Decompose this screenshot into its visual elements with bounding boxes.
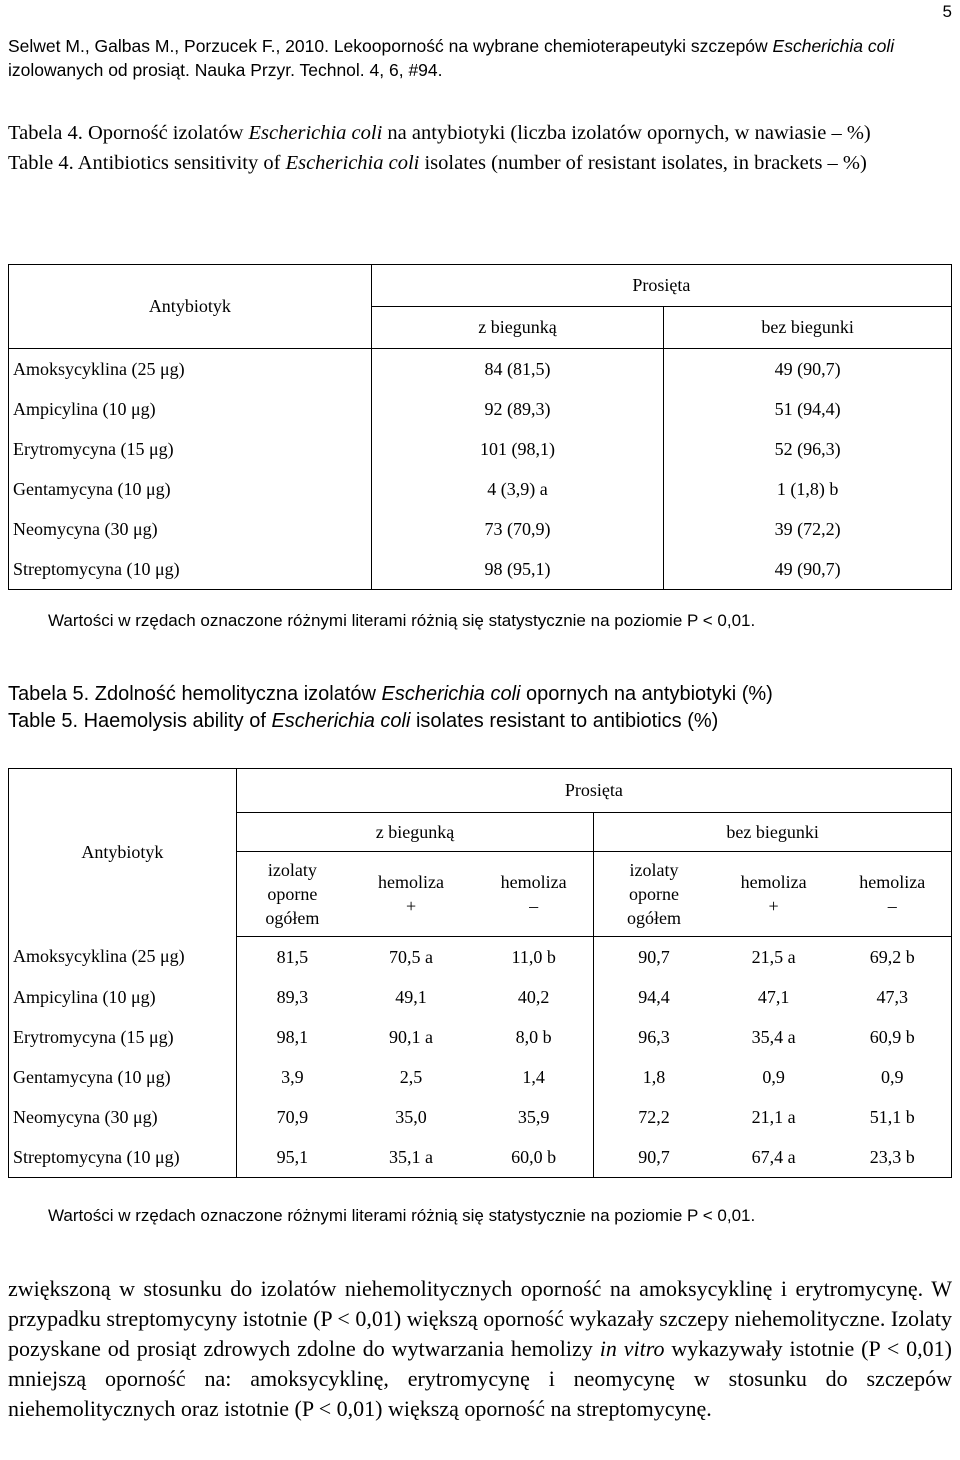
t5-cell-value: 96,3 [638, 1026, 670, 1047]
table-row [9, 509, 952, 549]
table4-caption-pl: Tabela 4. Oporność izolatów Escherichia coli na antybiotyki (liczba izolatów opornych, w nawiasie – %) [8, 122, 871, 144]
t5-cell-value: 72,2 [638, 1106, 670, 1127]
table4-caption [8, 118, 954, 178]
t4-cell-b: 51 (94,4) [774, 398, 841, 419]
t5-cell-value: 70,9 [276, 1106, 309, 1127]
t4-cell-b: 49 (90,7) [774, 558, 841, 579]
t5-header-b: bez biegunki [726, 821, 819, 842]
t4-cell-b: 49 (90,7) [774, 358, 841, 379]
t5-cell-value: 23,3 b [869, 1146, 915, 1167]
t5-cell-value: 47,1 [757, 986, 790, 1007]
table-row [9, 349, 952, 390]
t5-cell-value: 51,1 b [869, 1106, 915, 1127]
t5-cell-value: 21,5 a [751, 946, 796, 967]
table-row [9, 1017, 952, 1057]
t4-header-group: Prosięta [371, 265, 951, 307]
t4-header-a: z biegunką [371, 307, 664, 349]
t5-cell-value: 95,1 [276, 1146, 309, 1167]
page-number: 5 [942, 2, 952, 21]
t4-cell-antibiotic: Neomycyna (30 μg) [9, 509, 372, 549]
t5-cell-value: 0,9 [881, 1066, 904, 1087]
t4-cell-a: 4 (3,9) a [371, 469, 664, 509]
t4-header-b: bez biegunki [664, 307, 952, 349]
table-row [9, 937, 952, 978]
t5-cell-value: 35,4 a [751, 1026, 796, 1047]
t4-cell-b: 39 (72,2) [774, 518, 841, 539]
t4-cell-antibiotic: Erytromycyna (15 μg) [9, 429, 372, 469]
t5-cell-antibiotic: Amoksycyklina (25 μg) [9, 937, 237, 978]
table-row [9, 1137, 952, 1178]
t5-cell-value: 35,1 a [389, 1146, 434, 1167]
t5-cell-value: 60,9 b [869, 1026, 915, 1047]
t5-cell-value: 90,7 [638, 946, 670, 967]
t5-cell-value: 21,1 a [751, 1106, 796, 1127]
header-line-2: izolowanych od prosiąt. Nauka Przyr. Technol. 4, 6, #94. [8, 60, 443, 80]
table5-caption [8, 681, 954, 735]
table-row [9, 549, 952, 590]
table-row [9, 977, 952, 1017]
table-row [9, 469, 952, 509]
t5-cell-value: 90,1 a [389, 1026, 434, 1047]
t5-sub-neg-a: hemoliza – [474, 852, 594, 937]
t5-sub-pos-b: hemoliza + [714, 852, 834, 937]
t5-cell-value: 35,0 [395, 1106, 427, 1127]
table5-note: Wartości w rzędach oznaczone różnymi literami różnią się statystycznie na poziomie P < 0,01. [48, 1206, 756, 1225]
t5-header-a: z biegunką [236, 813, 594, 852]
t5-cell-value: 49,1 [395, 986, 427, 1007]
t5-body [9, 937, 952, 1178]
t5-cell-value: 2,5 [399, 1066, 423, 1087]
t4-header-antibiotic: Antybiotyk [9, 265, 372, 349]
t4-cell-a: 73 (70,9) [371, 509, 664, 549]
t4-cell-a: 92 (89,3) [371, 389, 664, 429]
t5-cell-value: 1,8 [642, 1066, 666, 1087]
t5-cell-value: 98,1 [276, 1026, 309, 1047]
table-row [9, 389, 952, 429]
t5-cell-value: 94,4 [638, 986, 670, 1007]
t5-cell-value: 69,2 b [869, 946, 915, 967]
t4-cell-antibiotic: Ampicylina (10 μg) [9, 389, 372, 429]
t5-sub-total-b: izolaty oporne ogółem [594, 852, 714, 937]
t5-cell-value: 81,5 [276, 946, 309, 967]
t5-cell-antibiotic: Streptomycyna (10 μg) [9, 1137, 237, 1178]
table5 [8, 768, 952, 1178]
t5-cell-value: 67,4 a [751, 1146, 796, 1167]
t5-cell-value: 70,5 a [389, 946, 434, 967]
t5-cell-antibiotic: Erytromycyna (15 μg) [9, 1017, 237, 1057]
t5-cell-value: 40,2 [474, 977, 594, 1017]
t5-cell-value: 11,0 b [474, 937, 594, 978]
t5-header-antibiotic: Antybiotyk [9, 769, 237, 937]
t4-cell-antibiotic: Gentamycyna (10 μg) [9, 469, 372, 509]
t5-cell-value: 0,9 [762, 1066, 785, 1087]
t4-cell-a: 84 (81,5) [371, 349, 664, 390]
t4-cell-antibiotic: Streptomycyna (10 μg) [9, 549, 372, 590]
t5-cell-antibiotic: Neomycyna (30 μg) [9, 1097, 237, 1137]
header-line-1: Selwet M., Galbas M., Porzucek F., 2010. Lekooporność na wybrane chemioterapeutyki szczepów Escherichia coli [8, 36, 895, 56]
body-paragraph: zwiększoną w stosunku do izolatów niehemolitycznych oporność na amoksycyklinę i erytromycynę. W przypadku streptomycyny istotnie (P < 0,01) większą oporność wykazały szczepy niehemolityczne. Izolaty pozyskane od prosiąt zdrowych zdolne do wytwarzania hemolizy in vitro wykazywały istotnie (P < 0,01) mniejszą oporność na: amoksycyklinę, erytromycynę i neomycynę w stosunku do szczepów niehemolitycznych oraz istotnie (P < 0,01) większą oporność na streptomycynę. [8, 1276, 952, 1421]
t5-cell-antibiotic: Gentamycyna (10 μg) [9, 1057, 237, 1097]
t5-cell-value: 35,9 [474, 1097, 594, 1137]
t5-header-group: Prosięta [236, 769, 951, 813]
t5-sub-total-a: izolaty oporne ogółem [236, 852, 348, 937]
table-row [9, 429, 952, 469]
t5-cell-value: 60,0 b [474, 1137, 594, 1178]
table4 [8, 264, 952, 590]
t4-cell-antibiotic: Amoksycyklina (25 μg) [9, 349, 372, 390]
table-row [9, 1057, 952, 1097]
t5-sub-pos-a: hemoliza + [348, 852, 474, 937]
t4-body [9, 349, 952, 590]
t5-cell-value: 3,9 [281, 1066, 304, 1087]
t5-cell-value: 89,3 [276, 986, 309, 1007]
t4-cell-a: 101 (98,1) [371, 429, 664, 469]
t4-cell-a: 98 (95,1) [371, 549, 664, 590]
table5-caption-pl: Tabela 5. Zdolność hemolityczna izolatów Escherichia coli opornych na antybiotyki (%) [8, 683, 773, 705]
running-header [8, 34, 948, 82]
t5-cell-value: 8,0 b [474, 1017, 594, 1057]
table5-caption-en: Table 5. Haemolysis ability of Escherichia coli isolates resistant to antibiotics (%) [8, 710, 719, 732]
t4-cell-b: 52 (96,3) [774, 438, 841, 459]
table4-caption-en: Table 4. Antibiotics sensitivity of Escherichia coli isolates (number of resistant isolates, in brackets – %) [8, 152, 867, 174]
t5-cell-value: 1,4 [474, 1057, 594, 1097]
t5-cell-antibiotic: Ampicylina (10 μg) [9, 977, 237, 1017]
table-row [9, 1097, 952, 1137]
t4-cell-b: 1 (1,8) b [776, 478, 839, 499]
t5-cell-value: 90,7 [638, 1146, 670, 1167]
t5-cell-value: 47,3 [876, 986, 909, 1007]
t5-sub-neg-b: hemoliza – [834, 852, 952, 937]
table4-note: Wartości w rzędach oznaczone różnymi literami różnią się statystycznie na poziomie P < 0,01. [48, 611, 756, 630]
